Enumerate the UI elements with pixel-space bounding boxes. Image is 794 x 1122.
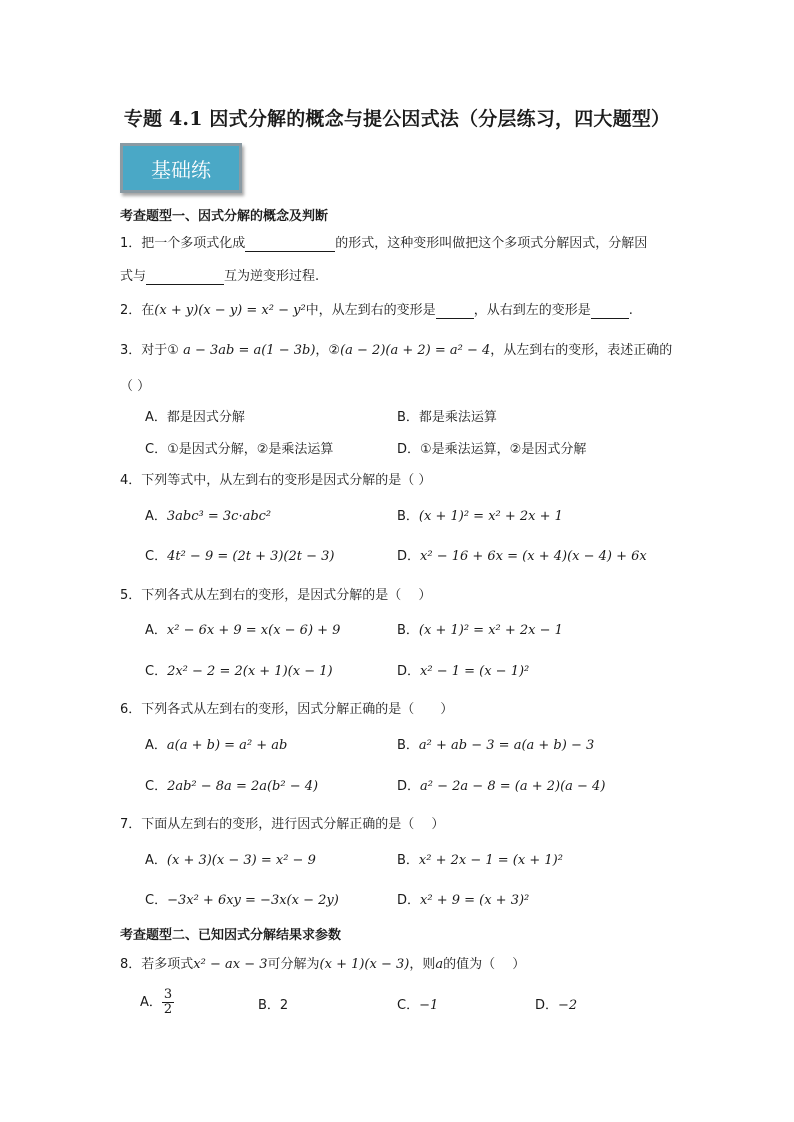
option-a[interactable]: A．(x + 3)(x − 3) = x² − 9 [145,853,316,868]
question-8: 8．若多项式x² − ax − 3可分解为(x + 1)(x − 3)，则a的值为（ ） [120,957,526,972]
level-badge: 基础练 [120,143,242,193]
math-expression: (a − 2)(a + 2) = a² − 4 [340,343,491,358]
math-expression: (x + y)(x − y) = x² − y² [154,303,306,318]
option-d[interactable]: D．①是乘法运算，②是因式分解 [397,442,587,457]
option-d[interactable]: D．x² + 9 = (x + 3)² [397,893,530,908]
option-a[interactable]: A．3abc³ = 3c·abc² [145,509,272,524]
math-expression: (x + 1)(x − 3) [319,957,410,972]
question-1-line-1: 1．把一个多项式化成 的形式，这种变形叫做把这个多项式分解因式，分解因 [120,236,648,251]
option-c[interactable]: C．4t² − 9 = (2t + 3)(2t − 3) [145,549,335,564]
section-heading-1: 考查题型一、因式分解的概念及判断 [120,209,329,224]
answer-blank[interactable] [245,236,335,252]
option-c[interactable]: C．2ab² − 8a = 2a(b² − 4) [145,779,319,794]
math-expression: 2ab² − 8a = 2a(b² − 4) [167,779,319,794]
question-6: 6．下列各式从左到右的变形，因式分解正确的是（ ） [120,702,454,717]
math-expression: a(a + b) = a² + ab [166,738,288,753]
math-expression: x² − 6x + 9 = x(x − 6) + 9 [166,623,341,638]
option-c[interactable]: C．2x² − 2 = 2(x + 1)(x − 1) [145,664,333,679]
fraction: $\frac{3}{2}$ [163,987,173,1017]
math-expression: −3x² + 6xy = −3x(x − 2y) [167,893,339,908]
math-expression: a − 3ab = a(1 − 3b) [183,343,316,358]
option-c[interactable]: C．−1 [397,998,439,1013]
option-a[interactable]: A． $\frac{3}{2}$ [140,987,173,1017]
option-b[interactable]: B．a² + ab − 3 = a(a + b) − 3 [397,738,595,753]
answer-blank[interactable] [436,303,474,319]
answer-blank[interactable] [146,269,224,285]
math-expression: (x + 1)² = x² + 2x − 1 [418,623,563,638]
option-b[interactable]: B．(x + 1)² = x² + 2x − 1 [397,623,563,638]
math-expression: x² − 1 = (x − 1)² [420,664,530,679]
math-expression: 4t² − 9 = (2t + 3)(2t − 3) [167,549,335,564]
math-expression: 3abc³ = 3c·abc² [166,509,272,524]
math-expression: a² − 2a − 8 = (a + 2)(a − 4) [420,779,606,794]
option-a[interactable]: A．x² − 6x + 9 = x(x − 6) + 9 [145,623,341,638]
option-d[interactable]: D．a² − 2a − 8 = (a + 2)(a − 4) [397,779,606,794]
option-b[interactable]: B．x² + 2x − 1 = (x + 1)² [397,853,563,868]
option-a[interactable]: A．a(a + b) = a² + ab [145,738,288,753]
math-expression: a² + ab − 3 = a(a + b) − 3 [418,738,595,753]
option-b[interactable]: B．2 [258,998,289,1013]
option-d[interactable]: D．x² − 1 = (x − 1)² [397,664,530,679]
option-d[interactable]: D．−2 [535,998,578,1013]
section-heading-2: 考查题型二、已知因式分解结果求参数 [120,928,342,943]
answer-blank[interactable] [591,303,629,319]
math-expression: (x + 3)(x − 3) = x² − 9 [166,853,316,868]
math-expression: 2x² − 2 = 2(x + 1)(x − 1) [167,664,333,679]
question-2: 2．在(x + y)(x − y) = x² − y²中，从左到右的变形是 ，从右到左的变形是 . [120,303,633,318]
math-expression: x² − 16 + 6x = (x + 4)(x − 4) + 6x [420,549,647,564]
page-title: 专题 4.1 因式分解的概念与提公因式法（分层练习，四大题型） [123,108,671,130]
question-1-line-2: 式与 互为逆变形过程. [120,269,320,284]
math-expression: x² − ax − 3 [193,957,268,972]
question-3-paren: （ ） [120,379,151,394]
question-7: 7．下面从左到右的变形，进行因式分解正确的是（ ） [120,817,445,832]
option-c[interactable]: C．①是因式分解，②是乘法运算 [145,442,334,457]
question-4: 4．下列等式中，从左到右的变形是因式分解的是（ ） [120,473,432,488]
math-expression: x² + 2x − 1 = (x + 1)² [418,853,563,868]
math-expression: x² + 9 = (x + 3)² [420,893,530,908]
option-a[interactable]: A．都是因式分解 [145,410,245,425]
option-b[interactable]: B．(x + 1)² = x² + 2x + 1 [397,509,563,524]
option-c[interactable]: C．−3x² + 6xy = −3x(x − 2y) [145,893,339,908]
math-expression: (x + 1)² = x² + 2x + 1 [418,509,563,524]
question-3: 3．对于① a − 3ab = a(1 − 3b)，②(a − 2)(a + 2) = a² − 4，从左到右的变形，表述正确的 [120,343,673,358]
option-d[interactable]: D．x² − 16 + 6x = (x + 4)(x − 4) + 6x [397,549,647,564]
option-b[interactable]: B．都是乘法运算 [397,410,497,425]
question-5: 5．下列各式从左到右的变形，是因式分解的是（ ） [120,588,432,603]
